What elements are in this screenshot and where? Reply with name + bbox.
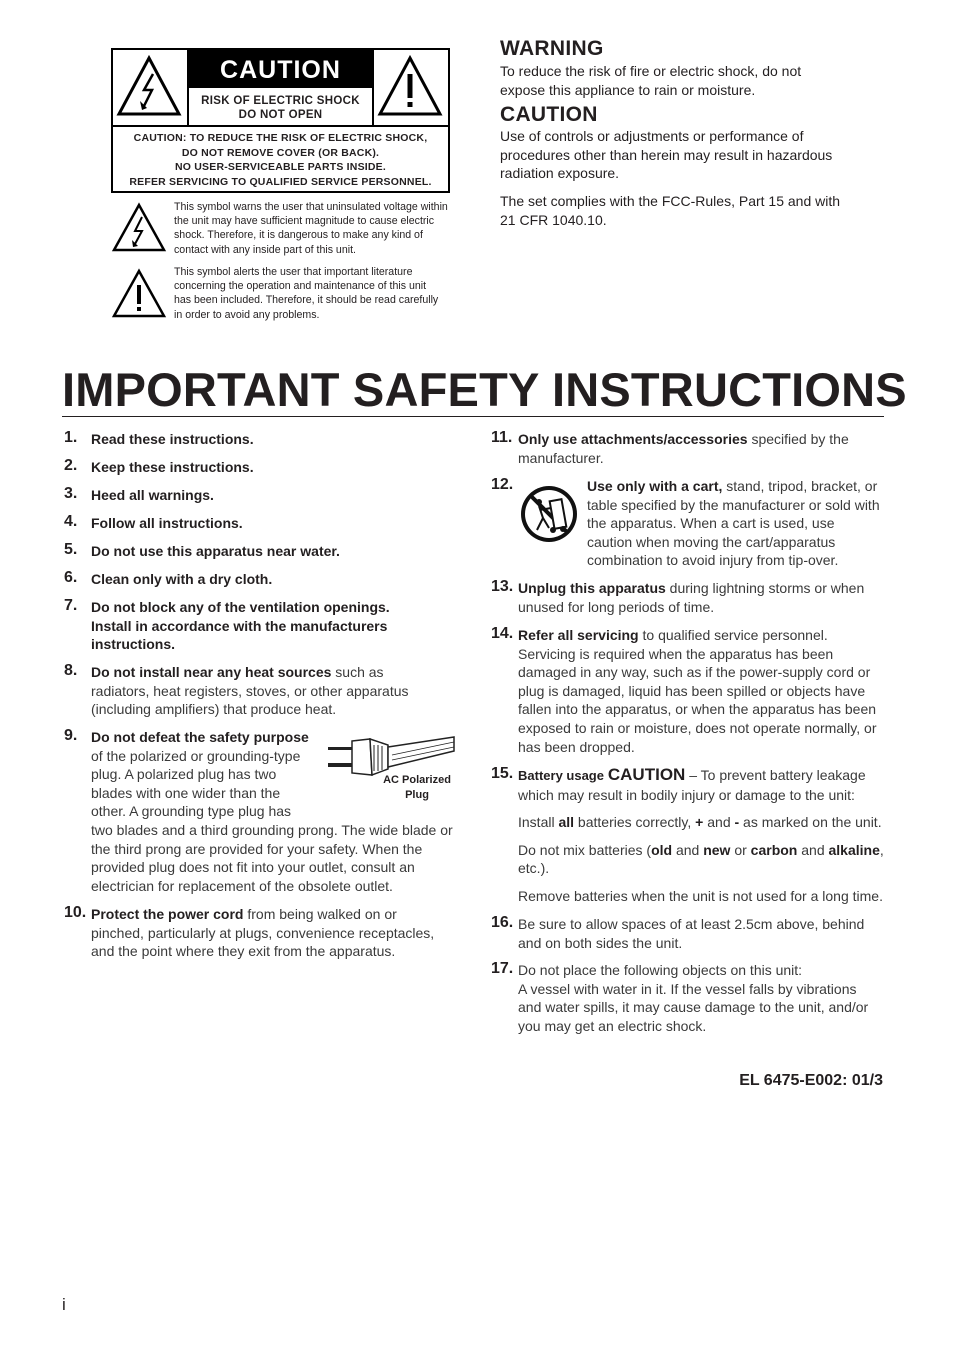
instruction-item-2 <box>64 458 434 477</box>
item-bold: Unplug this apparatus <box>518 580 666 596</box>
item-text: Clean only with a dry cloth. <box>91 571 273 587</box>
item-number: 17. <box>491 960 514 977</box>
item-text: Do not block any of the ventilation openings. Install in accordance with the manufacturers instructions. <box>91 599 390 653</box>
item-number: 9. <box>64 727 78 744</box>
caution-label-box <box>111 48 450 193</box>
item-number: 6. <box>64 569 78 586</box>
item-bold: Only use attachments/accessories <box>518 431 748 447</box>
instruction-item-6 <box>64 570 434 589</box>
item-number: 2. <box>64 457 78 474</box>
item-text-detail: A vessel with water in it. If the vessel falls by vibrations and water spills, it may cause damage to the unit, and/or you may get an electric shock. <box>518 980 869 1034</box>
risk-line: RISK OF ELECTRIC SHOCK <box>201 95 360 107</box>
item-number: 1. <box>64 429 78 446</box>
instruction-item-4 <box>64 514 434 533</box>
fcc-text: The set complies with the FCC-Rules, Part 15 and with 21 CFR 1040.10. <box>500 193 841 228</box>
item-number: 3. <box>64 485 78 502</box>
shock-symbol-icon <box>111 202 167 259</box>
instruction-item-13 <box>491 579 883 616</box>
battery-instruction-2: Do not mix batteries (old and new or carbon and alkaline, etc.). <box>518 841 884 877</box>
item-number: 11. <box>491 429 513 446</box>
item-text: Do not place the following objects on this unit: <box>518 962 803 978</box>
item-number: 10. <box>64 904 87 921</box>
item-bold: Use only with a cart, <box>587 478 723 494</box>
instruction-item-5 <box>64 542 434 561</box>
item-text: to qualified service personnel. Servicing is required when the apparatus has been damaged in any way, such as if the power-supply cord or plug is damaged, liquid has been spilled or objects have fallen into the apparatus, or when the apparatus has been exposed to rain or moisture, does not operate normally, or has been dropped. <box>518 627 877 755</box>
item-text: stand, tripod, bracket, or table specified by the manufacturer or sold with the apparatus. When a cart is used, use caution when moving the cart/apparatus combination to avoid injury from tip-over. <box>587 478 880 569</box>
item-bold: Protect the power cord <box>91 906 244 922</box>
notice-line: NO USER-SERVICEABLE PARTS INSIDE. <box>175 161 386 173</box>
caution-text: Use of controls or adjustments or performance of procedures other than herein may result in hazardous radiation exposure. <box>500 128 833 182</box>
item-text: during lightning storms or when unused for long periods of time. <box>518 580 865 615</box>
page-number: i <box>62 1295 66 1314</box>
item-number: 14. <box>491 625 514 642</box>
plug-caption-line: AC Polarized <box>383 774 451 786</box>
title-rule <box>62 416 884 417</box>
item-bold: Do not install near any heat sources <box>91 664 332 680</box>
item-text: Follow all instructions. <box>91 515 243 531</box>
item-text: Do not use this apparatus near water. <box>91 543 340 559</box>
item-number: 15. <box>491 765 514 782</box>
warning-heading: WARNING <box>500 37 604 60</box>
warning-text: To reduce the risk of fire or electric shock, do not expose this appliance to rain or moisture. <box>500 63 802 98</box>
instruction-item-1 <box>64 430 434 449</box>
notice-line: DO NOT REMOVE COVER (OR BACK). <box>181 146 380 159</box>
instruction-item-15 <box>491 766 885 906</box>
item-number: 13. <box>491 578 514 595</box>
instruction-item-10 <box>64 905 450 961</box>
plug-caption <box>378 773 456 802</box>
item-number: 8. <box>64 662 78 679</box>
battery-instruction-1: Install all batteries correctly, + and - as marked on the unit. <box>518 814 882 831</box>
instruction-item-3 <box>64 486 434 505</box>
cart-tip-over-icon <box>519 484 579 549</box>
item-number: 5. <box>64 541 78 558</box>
item-number: 12. <box>491 476 514 493</box>
item-text: of the polarized or grounding-type plug. A polarized plug has two blades with one wider than the other. A grounding type plug has two blades and a third grounding prong. The wide blade or the third prong are provided for your safety. When the provided plug does not fit into your outlet, consult an electrician for replacement of the obsolete outlet. <box>91 747 453 894</box>
item-text: – To prevent battery leakage which may result in bodily injury or damage to the unit: <box>518 767 866 803</box>
notice-line: CAUTION: TO REDUCE THE RISK OF ELECTRIC SHOCK, <box>133 132 428 144</box>
instruction-item-7 <box>64 598 432 654</box>
instruction-item-14 <box>491 626 883 756</box>
page-title: IMPORTANT SAFETY INSTRUCTIONS <box>62 363 907 416</box>
item-text: Be sure to allow spaces of at least 2.5cm above, behind and on both sides the unit. <box>518 916 865 951</box>
shock-warning-icon <box>113 50 189 125</box>
instruction-item-17 <box>491 961 883 1035</box>
item-text: Read these instructions. <box>91 431 254 447</box>
item-text: from being walked on or pinched, particularly at plugs, convenience receptacles, and the point where they exit from the apparatus. <box>91 906 435 960</box>
item-text: such as radiators, heat registers, stoves, or other apparatus (including amplifiers) that produce heat. <box>91 664 409 718</box>
item-number: 16. <box>491 914 514 931</box>
shock-symbol-description: This symbol warns the user that uninsulated voltage within the unit may have sufficient magnitude to cause electric shock. Therefore, it is dangerous to make any kind of contact with any inside part of this unit. <box>174 201 448 256</box>
do-not-open-line: DO NOT OPEN <box>238 109 323 121</box>
alert-symbol-description: This symbol alerts the user that important literature concerning the operation and maintenance of this unit has been included. Therefore, it should be read carefully in order to avoid any problems. <box>174 266 439 321</box>
exclamation-warning-icon <box>372 50 448 125</box>
item-number: 4. <box>64 513 78 530</box>
caution-notice <box>113 131 448 189</box>
item-text: Heed all warnings. <box>91 487 214 503</box>
instruction-item-11 <box>491 430 867 467</box>
instruction-item-16 <box>491 915 885 952</box>
battery-instruction-3: Remove batteries when the unit is not used for a long time. <box>518 887 883 904</box>
alert-symbol-icon <box>111 268 167 325</box>
caution-heading: CAUTION <box>500 103 598 126</box>
item-bold: Do not defeat the safety purpose <box>91 729 309 745</box>
document-id: EL 6475-E002: 01/3 <box>739 1072 883 1089</box>
plug-caption-line: Plug <box>405 788 429 801</box>
item-bold: Battery usage <box>518 768 604 783</box>
instruction-item-8 <box>64 663 436 719</box>
item-caution: CAUTION <box>607 765 686 784</box>
item-bold: Refer all servicing <box>518 627 639 643</box>
item-text: Keep these instructions. <box>91 459 254 475</box>
item-text: specified by the manufacturer. <box>518 431 849 466</box>
caution-title: CAUTION <box>189 50 372 88</box>
item-number: 7. <box>64 597 78 614</box>
notice-line: REFER SERVICING TO QUALIFIED SERVICE PERSONNEL. <box>129 175 432 188</box>
